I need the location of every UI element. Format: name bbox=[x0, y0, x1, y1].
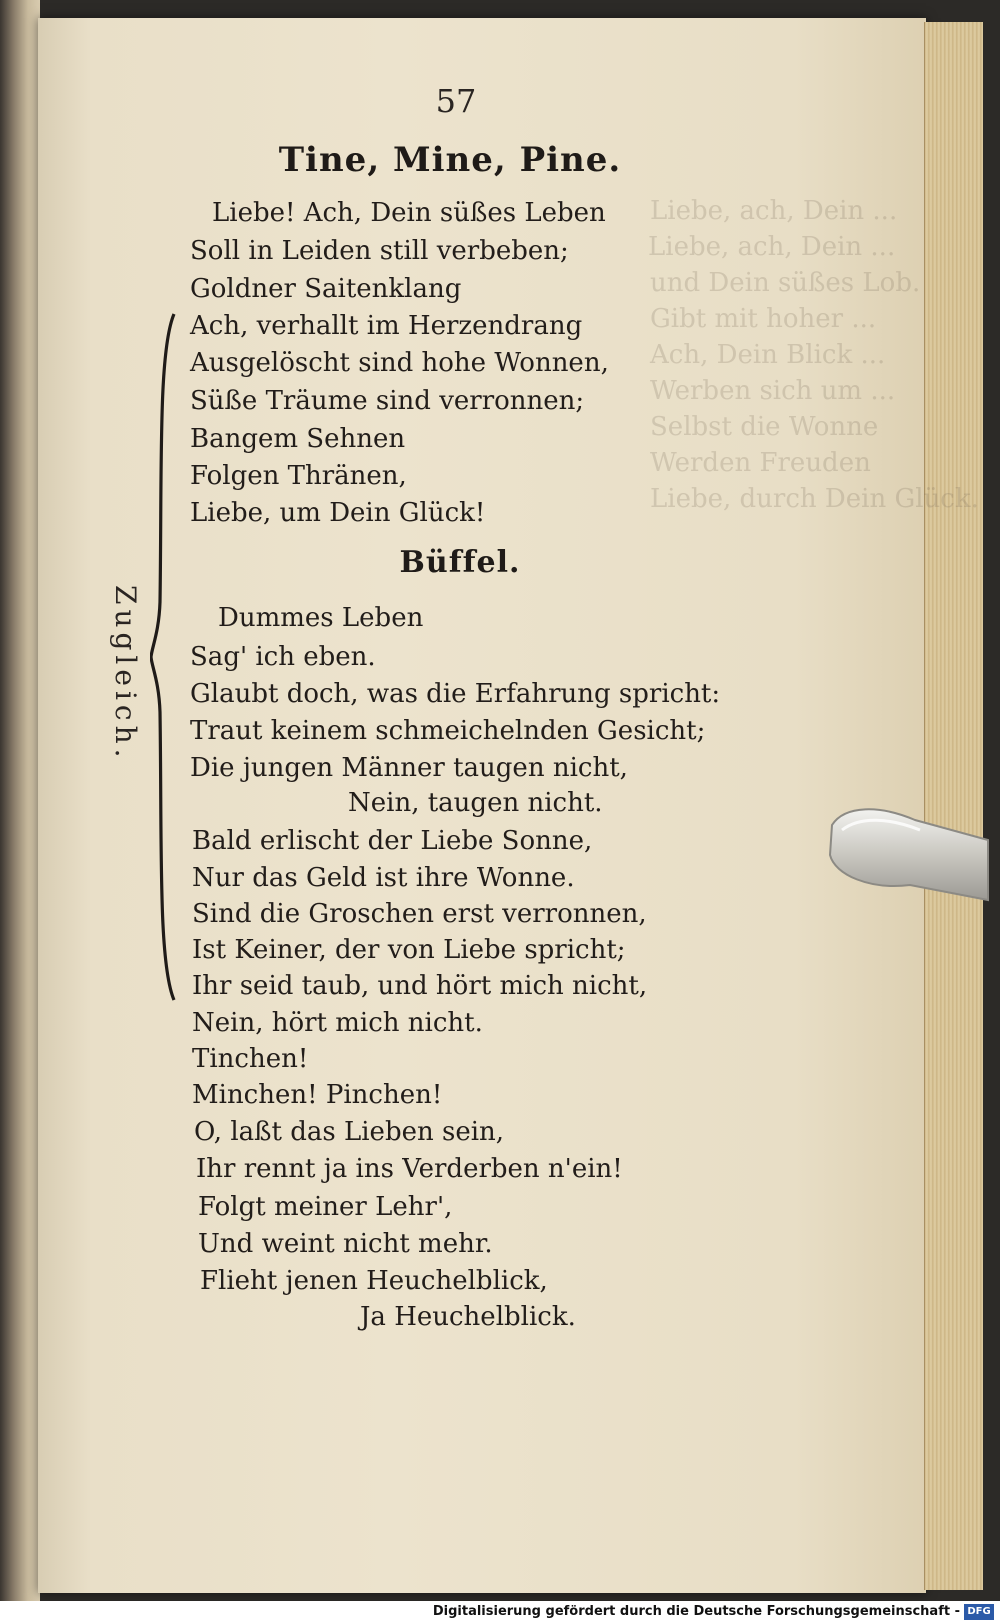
verse-line: Bald erlischt der Liebe Sonne, bbox=[192, 826, 593, 856]
digitization-credit: Digitalisierung gefördert durch die Deutsche Forschungsgemeinschaft - bbox=[432, 1604, 960, 1619]
verse-line: Traut keinem schmeichelnden Gesicht; bbox=[190, 716, 706, 746]
verse-line: Tinchen! bbox=[192, 1044, 309, 1074]
verse-line: Ihr seid taub, und hört mich nicht, bbox=[192, 971, 648, 1001]
verse-line: Sag' ich eben. bbox=[190, 642, 376, 672]
verse-line: Ausgelöscht sind hohe Wonnen, bbox=[190, 348, 609, 378]
bleed-line: Liebe, ach, Dein ... bbox=[648, 232, 896, 262]
verse-line: Glaubt doch, was die Erfahrung spricht: bbox=[190, 679, 721, 709]
verse-line: Und weint nicht mehr. bbox=[198, 1229, 493, 1259]
verse-line: Nur das Geld ist ihre Wonne. bbox=[192, 863, 575, 893]
bleed-line: Werben sich um ... bbox=[650, 376, 896, 406]
curly-brace bbox=[150, 312, 180, 1002]
bleed-line: Ach, Dein Blick ... bbox=[650, 340, 886, 370]
section-title: Büffel. bbox=[399, 545, 521, 580]
verse-line: Folgt meiner Lehr', bbox=[198, 1192, 453, 1222]
bleed-line: und Dein süßes Lob. bbox=[650, 268, 921, 298]
poem-title: Tine, Mine, Pine. bbox=[278, 140, 622, 180]
bleed-line: Liebe, durch Dein Glück. bbox=[650, 484, 979, 514]
verse-line: Goldner Saitenklang bbox=[190, 274, 462, 304]
side-label-zugleich: Zugleich. bbox=[109, 585, 142, 763]
verse-line: Bangem Sehnen bbox=[190, 424, 406, 454]
verse-line: Dummes Leben bbox=[218, 603, 424, 633]
verse-line: Ach, verhallt im Herzendrang bbox=[190, 311, 583, 341]
page-holder-clip bbox=[820, 800, 990, 910]
verse-line: Nein, hört mich nicht. bbox=[192, 1008, 483, 1038]
bleed-line: Gibt mit hoher ... bbox=[650, 304, 877, 334]
verse-line: Die jungen Männer taugen nicht, bbox=[190, 753, 628, 783]
book-spine bbox=[0, 0, 40, 1623]
verse-line: Soll in Leiden still verbeben; bbox=[190, 236, 569, 266]
verse-line: Süße Träume sind verronnen; bbox=[190, 386, 585, 416]
bleed-line: Werden Freuden bbox=[650, 448, 871, 478]
page-number: 57 bbox=[435, 82, 477, 120]
verse-line: Folgen Thränen, bbox=[190, 461, 407, 491]
verse-line: Ihr rennt ja ins Verderben n'ein! bbox=[196, 1154, 623, 1184]
verse-line: Liebe! Ach, Dein süßes Leben bbox=[212, 198, 606, 228]
verse-line: Sind die Groschen erst verronnen, bbox=[192, 899, 647, 929]
dfg-logo: DFG bbox=[964, 1604, 994, 1620]
verse-line: Ist Keiner, der von Liebe spricht; bbox=[192, 935, 626, 965]
bleed-line: Selbst die Wonne bbox=[650, 412, 879, 442]
verse-line: O, laßt das Lieben sein, bbox=[194, 1117, 505, 1147]
verse-line: Minchen! Pinchen! bbox=[192, 1080, 443, 1110]
bleed-line: Liebe, ach, Dein ... bbox=[650, 196, 898, 226]
verse-line: Liebe, um Dein Glück! bbox=[190, 498, 486, 528]
verse-line: Flieht jenen Heuchelblick, bbox=[200, 1266, 548, 1296]
verse-line: Ja Heuchelblick. bbox=[360, 1302, 576, 1332]
verse-line: Nein, taugen nicht. bbox=[348, 788, 603, 818]
